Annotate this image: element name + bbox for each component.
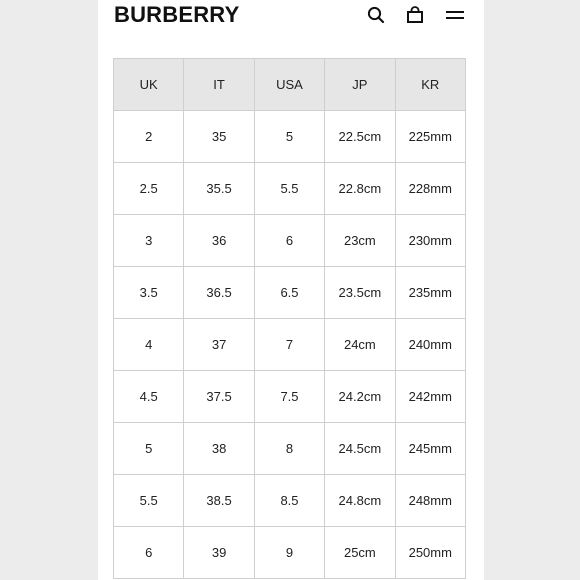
size-cell-usa: 5.5 bbox=[254, 163, 324, 215]
size-cell-uk: 5.5 bbox=[114, 475, 184, 527]
size-cell-it: 37.5 bbox=[184, 371, 254, 423]
table-row bbox=[114, 111, 466, 163]
menu-icon[interactable] bbox=[445, 5, 465, 25]
size-cell-it: 39 bbox=[184, 527, 254, 579]
size-cell-uk: 4 bbox=[114, 319, 184, 371]
size-chart-body bbox=[114, 111, 466, 579]
column-header-uk: UK bbox=[114, 59, 184, 111]
size-cell-kr: 248mm bbox=[395, 475, 465, 527]
size-cell-uk: 3 bbox=[114, 215, 184, 267]
column-header-usa: USA bbox=[254, 59, 324, 111]
size-cell-jp: 23.5cm bbox=[325, 267, 395, 319]
table-row bbox=[114, 527, 466, 579]
size-cell-kr: 242mm bbox=[395, 371, 465, 423]
size-cell-jp: 24cm bbox=[325, 319, 395, 371]
size-cell-jp: 23cm bbox=[325, 215, 395, 267]
size-cell-jp: 24.2cm bbox=[325, 371, 395, 423]
table-row bbox=[114, 371, 466, 423]
size-cell-jp: 22.5cm bbox=[325, 111, 395, 163]
size-cell-usa: 9 bbox=[254, 527, 324, 579]
size-cell-kr: 230mm bbox=[395, 215, 465, 267]
size-cell-usa: 6.5 bbox=[254, 267, 324, 319]
site-header bbox=[98, 0, 484, 34]
size-cell-usa: 7 bbox=[254, 319, 324, 371]
size-cell-uk: 5 bbox=[114, 423, 184, 475]
size-cell-it: 36 bbox=[184, 215, 254, 267]
size-cell-kr: 225mm bbox=[395, 111, 465, 163]
size-cell-uk: 3.5 bbox=[114, 267, 184, 319]
search-icon[interactable] bbox=[366, 5, 386, 25]
size-cell-jp: 24.5cm bbox=[325, 423, 395, 475]
size-cell-jp: 22.8cm bbox=[325, 163, 395, 215]
page-frame bbox=[98, 0, 484, 580]
table-row bbox=[114, 267, 466, 319]
size-cell-kr: 250mm bbox=[395, 527, 465, 579]
shopping-bag-icon[interactable] bbox=[405, 5, 425, 25]
size-cell-it: 36.5 bbox=[184, 267, 254, 319]
brand-logo[interactable]: BURBERRY bbox=[114, 2, 240, 27]
size-cell-uk: 2 bbox=[114, 111, 184, 163]
table-row bbox=[114, 423, 466, 475]
size-cell-it: 38.5 bbox=[184, 475, 254, 527]
size-cell-kr: 235mm bbox=[395, 267, 465, 319]
size-cell-usa: 5 bbox=[254, 111, 324, 163]
size-cell-uk: 2.5 bbox=[114, 163, 184, 215]
size-chart-table bbox=[113, 58, 466, 579]
table-header-row bbox=[114, 59, 466, 111]
size-cell-jp: 24.8cm bbox=[325, 475, 395, 527]
size-cell-usa: 8 bbox=[254, 423, 324, 475]
size-cell-usa: 6 bbox=[254, 215, 324, 267]
table-row bbox=[114, 475, 466, 527]
size-cell-uk: 6 bbox=[114, 527, 184, 579]
size-cell-usa: 7.5 bbox=[254, 371, 324, 423]
table-row bbox=[114, 163, 466, 215]
size-cell-kr: 245mm bbox=[395, 423, 465, 475]
size-cell-kr: 228mm bbox=[395, 163, 465, 215]
table-row bbox=[114, 215, 466, 267]
size-cell-it: 35 bbox=[184, 111, 254, 163]
size-cell-kr: 240mm bbox=[395, 319, 465, 371]
column-header-it: IT bbox=[184, 59, 254, 111]
column-header-jp: JP bbox=[325, 59, 395, 111]
size-cell-it: 38 bbox=[184, 423, 254, 475]
size-cell-uk: 4.5 bbox=[114, 371, 184, 423]
size-cell-it: 37 bbox=[184, 319, 254, 371]
size-cell-jp: 25cm bbox=[325, 527, 395, 579]
size-cell-it: 35.5 bbox=[184, 163, 254, 215]
column-header-kr: KR bbox=[395, 59, 465, 111]
size-cell-usa: 8.5 bbox=[254, 475, 324, 527]
table-row bbox=[114, 319, 466, 371]
